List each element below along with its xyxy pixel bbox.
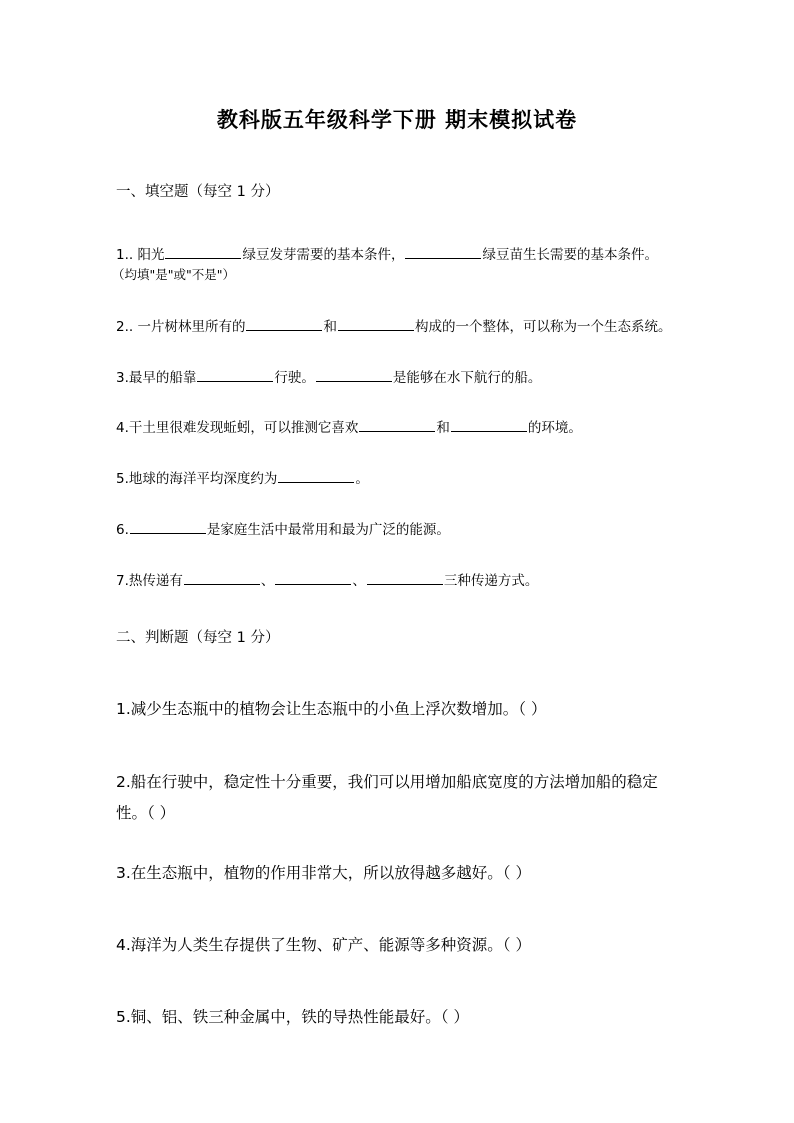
fill-question-2: [116, 315, 671, 335]
answer-blank[interactable]: [197, 369, 273, 382]
q3-text-c: 是能够在水下航行的船。: [392, 370, 542, 386]
fill-question-7: [116, 569, 538, 589]
q1-text-a: 1.. 阳光: [116, 247, 165, 263]
q6-text-a: 6.: [116, 522, 129, 538]
q3-text-b: 行驶。: [274, 370, 315, 386]
exam-title: 教科版五年级科学下册 期末模拟试卷: [216, 107, 578, 132]
judge-question-2-line-2: 性。（ ）: [116, 804, 176, 822]
q1-text-b: 绿豆发芽需要的基本条件，: [242, 247, 405, 263]
q7-text-a: 7.热传递有: [116, 573, 183, 589]
judge-question-1: 1.减少生态瓶中的植物会让生态瓶中的小鱼上浮次数增加。（ ）: [116, 700, 547, 718]
q1-text-c: 绿豆苗生长需要的基本条件。: [482, 247, 658, 263]
fill-question-3: [116, 366, 541, 386]
section-fill-blank-heading: 一、填空题（每空 1 分）: [116, 184, 280, 200]
answer-blank[interactable]: [130, 521, 206, 534]
q2-text-a: 2.. 一片树林里所有的: [116, 319, 246, 335]
answer-blank[interactable]: [184, 572, 260, 585]
q7-text-b: 、: [260, 573, 275, 589]
q6-text-b: 是家庭生活中最常用和最为广泛的能源。: [206, 522, 450, 538]
q2-text-b: 和: [323, 319, 337, 335]
answer-blank[interactable]: [359, 419, 435, 432]
q2-text-c: 构成的一个整体，可以称为一个生态系统。: [414, 319, 672, 335]
fill-question-1: [116, 243, 658, 263]
judge-question-2-line-1: 2.船在行驶中，稳定性十分重要，我们可以用增加船底宽度的方法增加船的稳定: [116, 773, 658, 791]
fill-question-5: [116, 467, 369, 487]
answer-blank[interactable]: [367, 572, 443, 585]
q4-text-c: 的环境。: [527, 420, 582, 436]
q3-text-a: 3.最早的船靠: [116, 370, 197, 386]
judge-question-5: 5.铜、铝、铁三种金属中，铁的导热性能最好。（ ）: [116, 1008, 469, 1026]
q5-text-b: 。: [355, 471, 369, 487]
section-true-false-heading: 二、判断题（每空 1 分）: [116, 630, 280, 646]
answer-blank[interactable]: [338, 318, 414, 331]
judge-question-3: 3.在生态瓶中，植物的作用非常大，所以放得越多越好。（ ）: [116, 864, 531, 882]
q7-text-c: 、: [352, 573, 366, 589]
answer-blank[interactable]: [316, 369, 392, 382]
q4-text-a: 4.干土里很难发现蚯蚓，可以推测它喜欢: [116, 420, 359, 436]
answer-blank[interactable]: [451, 419, 527, 432]
answer-blank[interactable]: [275, 572, 351, 585]
q4-text-b: 和: [436, 420, 450, 436]
answer-blank[interactable]: [246, 318, 322, 331]
fill-question-6: [116, 518, 450, 538]
answer-blank[interactable]: [278, 470, 354, 483]
q5-text-a: 5.地球的海洋平均深度约为: [116, 471, 278, 487]
answer-blank[interactable]: [165, 246, 241, 259]
answer-blank[interactable]: [405, 246, 481, 259]
fill-question-4: [116, 416, 582, 436]
q7-text-d: 三种传递方式。: [443, 573, 539, 589]
judge-question-4: 4.海洋为人类生存提供了生物、矿产、能源等多种资源。（ ）: [116, 936, 531, 954]
q1-note: （均填"是"或"不是"）: [112, 267, 235, 282]
